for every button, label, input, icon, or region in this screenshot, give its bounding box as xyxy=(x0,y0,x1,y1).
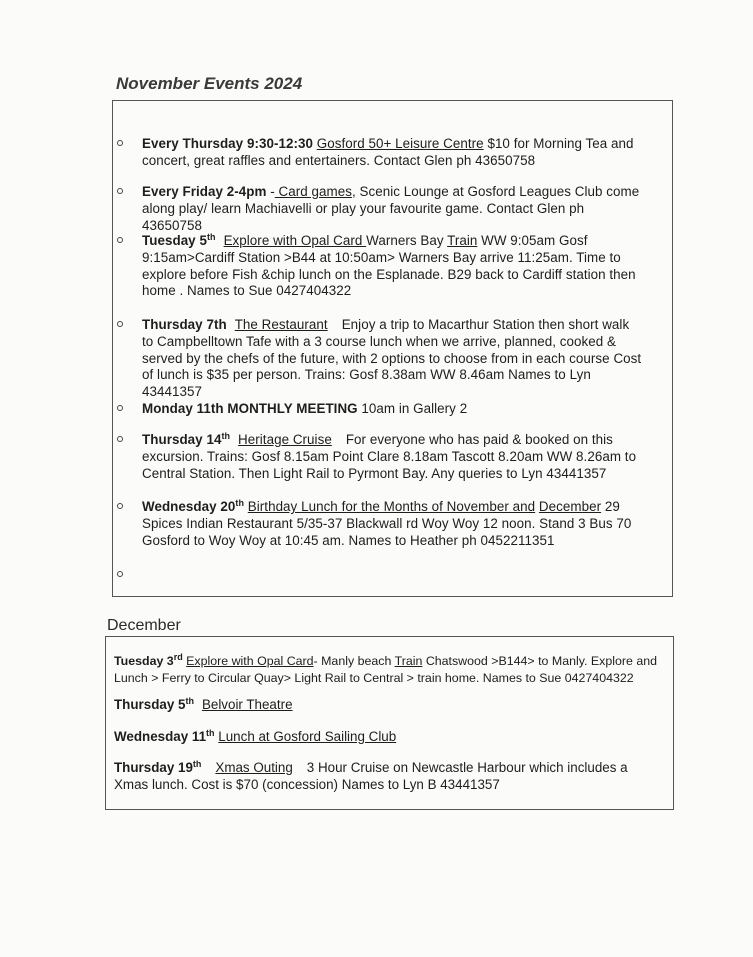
event-thursday-7th xyxy=(142,317,642,401)
bullet-icon xyxy=(117,140,123,146)
event-day-suffix: th xyxy=(221,431,231,441)
event-day: Every Thursday 9:30-12:30 xyxy=(142,136,313,151)
december-events-box xyxy=(105,636,674,810)
dec-event-thursday-5th xyxy=(114,697,664,714)
event-details: , Scenic Lounge at Gosford Leagues Club come along play/ learn Machiavelli or play your favourite game. Contact Glen ph 43650758 xyxy=(142,184,640,233)
event-day: Wednesday 11 xyxy=(114,729,207,744)
bullet-icon xyxy=(117,405,123,411)
december-title: December xyxy=(107,617,181,634)
event-day: Tuesday 5 xyxy=(142,233,207,248)
bullet-icon xyxy=(117,188,123,194)
event-every-thursday xyxy=(142,136,642,170)
event-details: Enjoy a trip to Macarthur Station then short walk to Campbelltown Tafe with a 3 course lunch when we arrive, planned, cooked & served by the chefs of the future, with 2 options to choose from in each course Cost of lunch is $35 per person. Trains: Gosf 8.38am WW 8.46am Names to Lyn 43441357 xyxy=(142,317,642,400)
bullet-icon xyxy=(117,571,123,577)
event-details-cont: Chatswood >B144> to Manly. Explore and Lunch > Ferry to Circular Quay> Light Rail to Central > train home. Names to Sue 0427404322 xyxy=(114,654,658,685)
event-details-cont: 29 Spices Indian Restaurant 5/35-37 Blackwall rd Woy Woy 12 noon. Stand 3 Bus 70 Gosford to Woy Woy at 10:45 am. Names to Heather ph 0452211351 xyxy=(142,499,632,548)
event-details: 3 Hour Cruise on Newcastle Harbour which includes a Xmas lunch. Cost is $70 (concession) Names to Lyn B 43441357 xyxy=(114,760,628,792)
event-day: Thursday 5 xyxy=(114,697,186,712)
event-details: For everyone who has paid & booked on this excursion. Trains: Gosf 8.15am Point Clare 8.18am Tascott 8.20am WW 8.26am to Central Station. Then Light Rail to Pyrmont Bay. Any queries to Lyn 43441357 xyxy=(142,432,637,481)
event-title: Lunch at Gosford Sailing Club xyxy=(218,729,397,744)
november-title: November Events 2024 xyxy=(116,74,303,93)
event-day-suffix: rd xyxy=(173,652,183,662)
event-details-cont: WW 9:05am Gosf 9:15am>Cardiff Station >B44 at 10:50am> Warners Bay arrive 11:25am. Time to explore before Fish &chip lunch on the Esplanade. B29 back to Cardiff station then home . Names to Sue 0427404322 xyxy=(142,233,636,299)
event-day: Thursday 7th xyxy=(142,317,227,332)
event-wednesday-20th xyxy=(142,499,642,549)
event-details: Warners Bay xyxy=(366,233,448,248)
event-day: Tuesday 3 xyxy=(114,654,174,668)
dec-event-tuesday-3rd xyxy=(114,653,664,687)
event-day-suffix: th xyxy=(235,498,244,508)
event-details: $10 for Morning Tea and concert, great raffles and entertainers. Contact Glen ph 43650758 xyxy=(142,136,634,168)
event-details: - Manly beach xyxy=(313,654,395,668)
event-details: 10am in Gallery 2 xyxy=(357,401,468,416)
event-title: Card games xyxy=(274,184,352,199)
event-day-suffix: th xyxy=(206,232,216,242)
event-train-link: Train xyxy=(447,233,478,248)
bullet-icon xyxy=(117,237,123,243)
event-title: Belvoir Theatre xyxy=(201,697,293,712)
event-title: The Restaurant xyxy=(234,317,328,332)
event-day-suffix: th xyxy=(206,728,215,738)
event-monday-11th xyxy=(142,401,642,418)
event-title: Gosford 50+ Leisure Centre xyxy=(316,136,484,151)
dec-event-wednesday-11th xyxy=(114,729,664,746)
event-day: Every Friday 2-4pm xyxy=(142,184,267,199)
event-title: Explore with Opal Card xyxy=(223,233,367,248)
event-title: Explore with Opal Card xyxy=(186,654,314,668)
event-december-link: December xyxy=(538,499,602,514)
event-train-link: Train xyxy=(394,654,423,668)
event-title: Heritage Cruise xyxy=(238,432,332,447)
dec-event-thursday-19th xyxy=(114,760,664,794)
event-title: Xmas Outing xyxy=(215,760,293,775)
event-day-suffix: th xyxy=(192,759,202,769)
bullet-icon xyxy=(117,503,123,509)
november-events-box xyxy=(112,100,673,597)
event-day: Thursday 14 xyxy=(142,432,222,447)
bullet-icon xyxy=(117,321,123,327)
event-day: Wednesday 20 xyxy=(142,499,236,514)
bullet-icon xyxy=(117,436,123,442)
event-thursday-14th xyxy=(142,432,642,482)
event-day: Thursday 19 xyxy=(114,760,193,775)
event-separator: - xyxy=(266,184,275,199)
event-day-suffix: th xyxy=(185,696,194,706)
event-tuesday-5th xyxy=(142,233,642,300)
event-every-friday xyxy=(142,184,642,234)
event-title: Birthday Lunch for the Months of November and xyxy=(247,499,536,514)
event-day: Monday 11th MONTHLY MEETING xyxy=(142,401,358,416)
